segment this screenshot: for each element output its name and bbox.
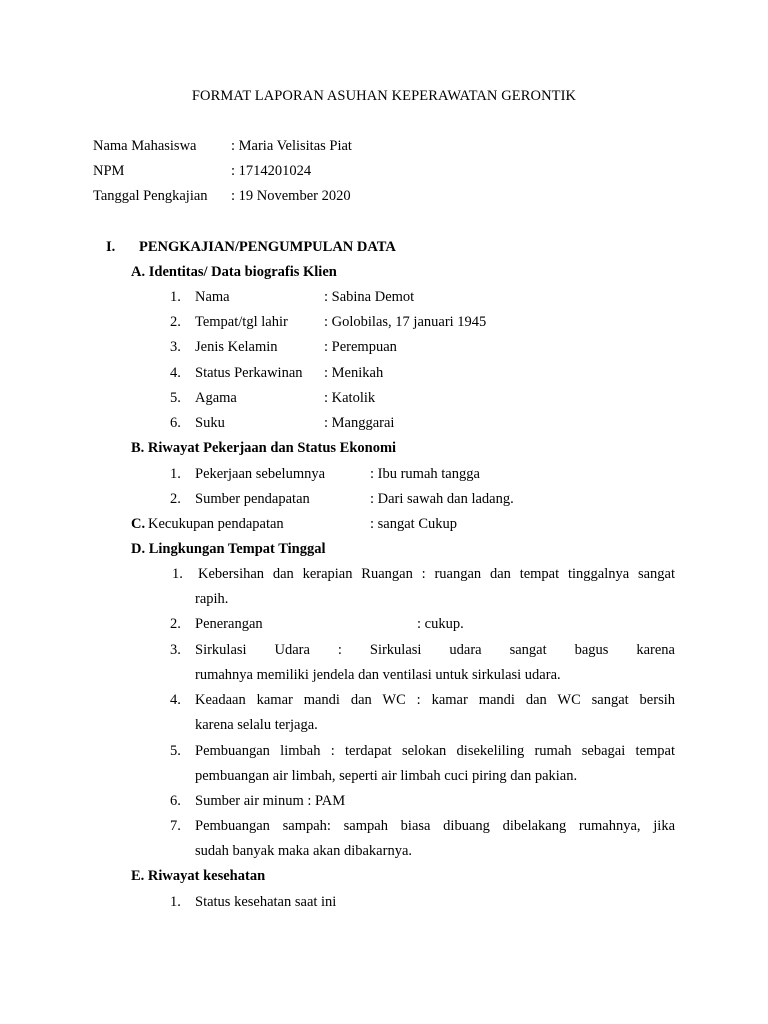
section-title: PENGKAJIAN/PENGUMPULAN DATA <box>139 239 396 255</box>
list-item-text: Status kesehatan saat ini <box>195 894 337 910</box>
document-title: FORMAT LAPORAN ASUHAN KEPERAWATAN GERONTIK <box>191 88 577 104</box>
subsection-letter: A. <box>131 264 146 280</box>
item-number: 1. <box>170 894 181 910</box>
item-number: 4. <box>170 365 181 381</box>
item-number: 6. <box>170 415 181 431</box>
item-number: 2. <box>170 616 181 632</box>
item-value: : cukup. <box>417 616 464 632</box>
subsection-title: Riwayat kesehatan <box>147 868 266 884</box>
list-item-line: pembuangan air limbah, seperti air limbah cuci piring dan pakian. <box>195 768 578 784</box>
item-number: 2. <box>170 491 181 507</box>
subsection-a-heading <box>131 264 337 281</box>
list-item-line: Kebersihan dan kerapian Ruangan : ruangan dan tempat tinggalnya sangat <box>198 566 675 582</box>
subsection-e-heading <box>131 868 265 885</box>
list-item-line: Sirkulasi Udara : Sirkulasi udara sangat bagus karena <box>195 642 675 658</box>
item-label: Pekerjaan sebelumnya <box>195 466 326 482</box>
item-label: Jenis Kelamin <box>195 339 278 355</box>
item-value: : Golobilas, 17 januari 1945 <box>324 314 487 330</box>
item-number: 4. <box>170 692 181 708</box>
item-number: 5. <box>170 743 181 759</box>
subsection-letter: C. <box>131 516 146 532</box>
subsection-value: : sangat Cukup <box>370 516 457 532</box>
item-label: Status Perkawinan <box>195 365 303 381</box>
item-label: Nama <box>195 289 230 305</box>
item-value: : Menikah <box>324 365 384 381</box>
list-item-line: Pembuangan sampah: sampah biasa dibuang dibelakang rumahnya, jika <box>195 818 675 834</box>
list-item-text: Sumber air minum : PAM <box>195 793 346 809</box>
subsection-letter: E. <box>131 868 145 884</box>
section-number: I. <box>106 239 116 255</box>
item-number: 1. <box>170 289 181 305</box>
meta-value: : 1714201024 <box>231 163 312 179</box>
item-label: Suku <box>195 415 225 431</box>
subsection-label: Kecukupan pendapatan <box>148 516 284 532</box>
list-item-line: Keadaan kamar mandi dan WC : kamar mandi dan WC sangat bersih <box>195 692 675 708</box>
item-value: : Perempuan <box>324 339 397 355</box>
item-number: 3. <box>170 642 181 658</box>
list-item-line: rumahnya memiliki jendela dan ventilasi untuk sirkulasi udara. <box>195 667 561 683</box>
meta-value: : 19 November 2020 <box>231 188 351 204</box>
subsection-title: Lingkungan Tempat Tinggal <box>148 541 326 557</box>
item-label: Sumber pendapatan <box>195 491 310 507</box>
item-number: 5. <box>170 390 181 406</box>
item-value: : Sabina Demot <box>324 289 415 305</box>
item-value: : Manggarai <box>324 415 395 431</box>
list-item-line: rapih. <box>195 591 229 607</box>
item-value: : Katolik <box>324 390 376 406</box>
meta-value: : Maria Velisitas Piat <box>231 138 352 154</box>
list-item-line: karena selalu terjaga. <box>195 717 318 733</box>
item-number: 6. <box>170 793 181 809</box>
meta-label: NPM <box>93 163 125 179</box>
list-item-line: sudah banyak maka akan dibakarnya. <box>195 843 413 859</box>
item-label: Tempat/tgl lahir <box>195 314 288 330</box>
meta-label: Nama Mahasiswa <box>93 138 197 154</box>
item-number: 1. <box>172 566 183 582</box>
item-number: 3. <box>170 339 181 355</box>
subsection-letter: B. <box>131 440 145 456</box>
subsection-title: Identitas/ Data biografis Klien <box>148 264 337 280</box>
item-value: : Ibu rumah tangga <box>370 466 480 482</box>
item-number: 7. <box>170 818 181 834</box>
subsection-d-heading <box>131 541 326 558</box>
item-label: Agama <box>195 390 237 406</box>
item-number: 2. <box>170 314 181 330</box>
subsection-title: Riwayat Pekerjaan dan Status Ekonomi <box>147 440 397 456</box>
meta-label: Tanggal Pengkajian <box>93 188 208 204</box>
item-label: Penerangan <box>195 616 263 632</box>
list-item-line: Pembuangan limbah : terdapat selokan disekeliling rumah sebagai tempat <box>195 743 675 759</box>
item-value: : Dari sawah dan ladang. <box>370 491 514 507</box>
subsection-letter: D. <box>131 541 146 557</box>
subsection-b-heading <box>131 440 396 457</box>
item-number: 1. <box>170 466 181 482</box>
